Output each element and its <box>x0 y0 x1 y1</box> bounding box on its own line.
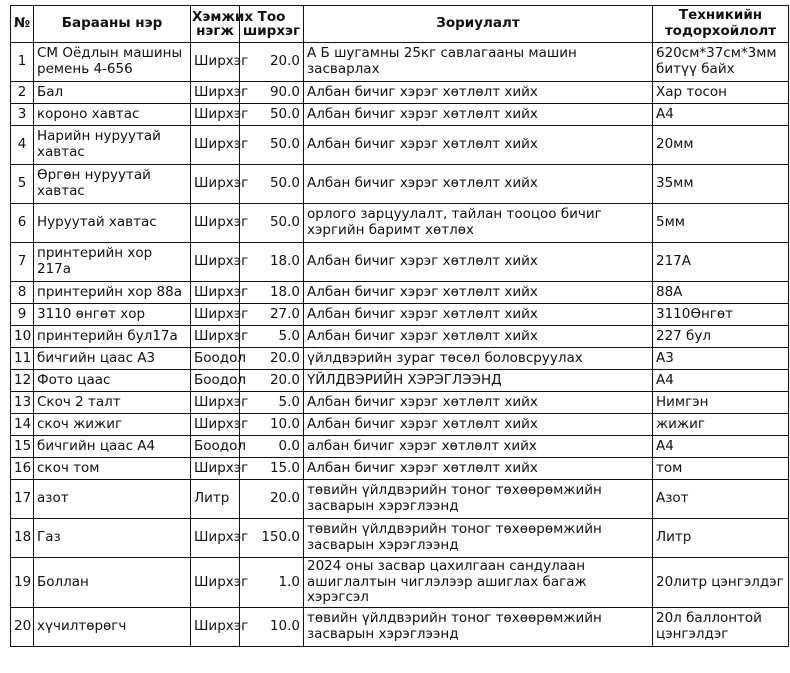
item-qty: 20.0 <box>240 370 304 392</box>
item-spec: жижиг <box>653 414 789 436</box>
item-qty: 5.0 <box>240 326 304 348</box>
row-number: 12 <box>11 370 34 392</box>
item-spec: 20л баллонтой цэнгэлдэг <box>653 607 789 646</box>
item-qty: 20.0 <box>240 480 304 519</box>
item-spec: А4 <box>653 104 789 126</box>
item-name: Нарийн нуруутай хавтас <box>34 126 191 165</box>
col-header-unit: Хэмжих нэгж <box>191 6 240 43</box>
item-spec: том <box>653 458 789 480</box>
table-row <box>11 243 789 282</box>
item-name: СМ Оёдлын машины ремень 4-656 <box>34 43 191 82</box>
item-spec: 88А <box>653 282 789 304</box>
item-unit: Ширхэг <box>191 204 240 243</box>
item-purpose: үйлдвэрийн зураг төсөл боловсруулах <box>304 348 653 370</box>
item-name: Бал <box>34 82 191 104</box>
table-row <box>11 607 789 646</box>
item-name: Газ <box>34 519 191 558</box>
item-spec: 35мм <box>653 165 789 204</box>
item-unit: Ширхэг <box>191 326 240 348</box>
item-unit: Боодол <box>191 436 240 458</box>
row-number: 7 <box>11 243 34 282</box>
row-number: 10 <box>11 326 34 348</box>
row-number: 8 <box>11 282 34 304</box>
table-row <box>11 204 789 243</box>
item-spec: 217А <box>653 243 789 282</box>
item-unit: Ширхэг <box>191 558 240 608</box>
item-purpose: төвийн үйлдвэрийн тоног төхөөрөмжийн засварын хэрэглээнд <box>304 480 653 519</box>
item-name: хүчилтөрөгч <box>34 607 191 646</box>
item-unit: Ширхэг <box>191 519 240 558</box>
item-purpose: орлого зарцуулалт, тайлан тооцоо бичиг хэргийн баримт хөтлөх <box>304 204 653 243</box>
item-unit: Литр <box>191 480 240 519</box>
item-name: 3110 өнгөт хор <box>34 304 191 326</box>
item-purpose: 2024 оны засвар цахилгаан сандулаан ашиглалтын чиглэлээр ашиглах багаж хэрэгсэл <box>304 558 653 608</box>
item-purpose: Албан бичиг хэрэг хөтлөлт хийх <box>304 304 653 326</box>
table-row <box>11 558 789 608</box>
item-name: бичгийн цаас А3 <box>34 348 191 370</box>
col-header-name: Барааны нэр <box>34 6 191 43</box>
item-qty: 20.0 <box>240 348 304 370</box>
col-header-spec: Техникийн тодорхойлолт <box>653 6 789 43</box>
item-unit: Ширхэг <box>191 458 240 480</box>
item-unit: Ширхэг <box>191 165 240 204</box>
table-row <box>11 82 789 104</box>
item-qty: 90.0 <box>240 82 304 104</box>
item-unit: Ширхэг <box>191 414 240 436</box>
item-qty: 15.0 <box>240 458 304 480</box>
item-purpose: Албан бичиг хэрэг хөтлөлт хийх <box>304 392 653 414</box>
item-name: принтерийн хор 88а <box>34 282 191 304</box>
item-qty: 0.0 <box>240 436 304 458</box>
item-qty: 10.0 <box>240 607 304 646</box>
row-number: 9 <box>11 304 34 326</box>
item-purpose: Албан бичиг хэрэг хөтлөлт хийх <box>304 282 653 304</box>
row-number: 2 <box>11 82 34 104</box>
item-name: Нуруутай хавтас <box>34 204 191 243</box>
row-number: 19 <box>11 558 34 608</box>
row-number: 16 <box>11 458 34 480</box>
table-row <box>11 392 789 414</box>
item-purpose: Албан бичиг хэрэг хөтлөлт хийх <box>304 126 653 165</box>
item-name: азот <box>34 480 191 519</box>
item-qty: 18.0 <box>240 243 304 282</box>
item-unit: Ширхэг <box>191 243 240 282</box>
table-row <box>11 165 789 204</box>
row-number: 15 <box>11 436 34 458</box>
item-qty: 150.0 <box>240 519 304 558</box>
item-spec: 5мм <box>653 204 789 243</box>
item-name: бичгийн цаас А4 <box>34 436 191 458</box>
item-spec: 620см*37см*3мм битүү байх <box>653 43 789 82</box>
item-qty: 50.0 <box>240 204 304 243</box>
item-spec: Хар тосон <box>653 82 789 104</box>
item-unit: Боодол <box>191 370 240 392</box>
item-name: скоч том <box>34 458 191 480</box>
item-unit: Ширхэг <box>191 43 240 82</box>
table-row <box>11 414 789 436</box>
table-row <box>11 480 789 519</box>
row-number: 13 <box>11 392 34 414</box>
item-purpose: Албан бичиг хэрэг хөтлөлт хийх <box>304 165 653 204</box>
item-name: Боллан <box>34 558 191 608</box>
item-name: скоч жижиг <box>34 414 191 436</box>
item-spec: Азот <box>653 480 789 519</box>
item-spec: Нимгэн <box>653 392 789 414</box>
item-qty: 1.0 <box>240 558 304 608</box>
item-purpose: Албан бичиг хэрэг хөтлөлт хийх <box>304 104 653 126</box>
item-unit: Ширхэг <box>191 304 240 326</box>
table-row <box>11 304 789 326</box>
row-number: 17 <box>11 480 34 519</box>
item-unit: Боодол <box>191 348 240 370</box>
row-number: 1 <box>11 43 34 82</box>
item-name: Скоч 2 талт <box>34 392 191 414</box>
row-number: 20 <box>11 607 34 646</box>
item-qty: 10.0 <box>240 414 304 436</box>
item-purpose: Албан бичиг хэрэг хөтлөлт хийх <box>304 82 653 104</box>
item-qty: 50.0 <box>240 165 304 204</box>
item-qty: 5.0 <box>240 392 304 414</box>
table-row <box>11 458 789 480</box>
table-row <box>11 326 789 348</box>
item-qty: 18.0 <box>240 282 304 304</box>
item-unit: Ширхэг <box>191 104 240 126</box>
item-spec: А3 <box>653 348 789 370</box>
item-purpose: төвийн үйлдвэрийн тоног төхөөрөмжийн засварын хэрэглээнд <box>304 519 653 558</box>
table-row <box>11 436 789 458</box>
table-row <box>11 519 789 558</box>
item-spec: 20мм <box>653 126 789 165</box>
item-name: короно хавтас <box>34 104 191 126</box>
item-purpose: төвийн үйлдвэрийн тоног төхөөрөмжийн засварын хэрэглээнд <box>304 607 653 646</box>
item-unit: Ширхэг <box>191 126 240 165</box>
item-unit: Ширхэг <box>191 392 240 414</box>
row-number: 5 <box>11 165 34 204</box>
table-body <box>11 43 789 647</box>
item-purpose: ҮЙЛДВЭРИЙН ХЭРЭГЛЭЭНД <box>304 370 653 392</box>
items-table <box>10 5 789 647</box>
item-spec: А4 <box>653 370 789 392</box>
row-number: 18 <box>11 519 34 558</box>
item-name: принтерийн бул17а <box>34 326 191 348</box>
item-qty: 50.0 <box>240 104 304 126</box>
table-row <box>11 43 789 82</box>
item-unit: Ширхэг <box>191 607 240 646</box>
item-unit: Ширхэг <box>191 282 240 304</box>
item-purpose: Албан бичиг хэрэг хөтлөлт хийх <box>304 326 653 348</box>
row-number: 11 <box>11 348 34 370</box>
col-header-purpose: Зориулалт <box>304 6 653 43</box>
item-qty: 27.0 <box>240 304 304 326</box>
item-unit: Ширхэг <box>191 82 240 104</box>
item-qty: 20.0 <box>240 43 304 82</box>
item-spec: 20литр цэнгэлдэг <box>653 558 789 608</box>
item-name: Өргөн нуруутай хавтас <box>34 165 191 204</box>
table-row <box>11 348 789 370</box>
item-spec: Литр <box>653 519 789 558</box>
col-header-no: № <box>11 6 34 43</box>
item-spec: А4 <box>653 436 789 458</box>
item-spec: 3110Өнгөт <box>653 304 789 326</box>
table-row <box>11 104 789 126</box>
table-row <box>11 370 789 392</box>
item-purpose: албан бичиг хэрэг хөтлөлт хийх <box>304 436 653 458</box>
item-purpose: Албан бичиг хэрэг хөтлөлт хийх <box>304 243 653 282</box>
item-purpose: Албан бичиг хэрэг хөтлөлт хийх <box>304 414 653 436</box>
item-purpose: Албан бичиг хэрэг хөтлөлт хийх <box>304 458 653 480</box>
row-number: 14 <box>11 414 34 436</box>
item-purpose: А Б шугамны 25кг савлагааны машин засварлах <box>304 43 653 82</box>
item-spec: 227 бул <box>653 326 789 348</box>
col-header-qty: Тоо ширхэг <box>240 6 304 43</box>
header-row <box>11 6 789 43</box>
row-number: 4 <box>11 126 34 165</box>
table-row <box>11 282 789 304</box>
row-number: 6 <box>11 204 34 243</box>
table-row <box>11 126 789 165</box>
item-name: Фото цаас <box>34 370 191 392</box>
item-name: принтерийн хор 217а <box>34 243 191 282</box>
row-number: 3 <box>11 104 34 126</box>
item-qty: 50.0 <box>240 126 304 165</box>
